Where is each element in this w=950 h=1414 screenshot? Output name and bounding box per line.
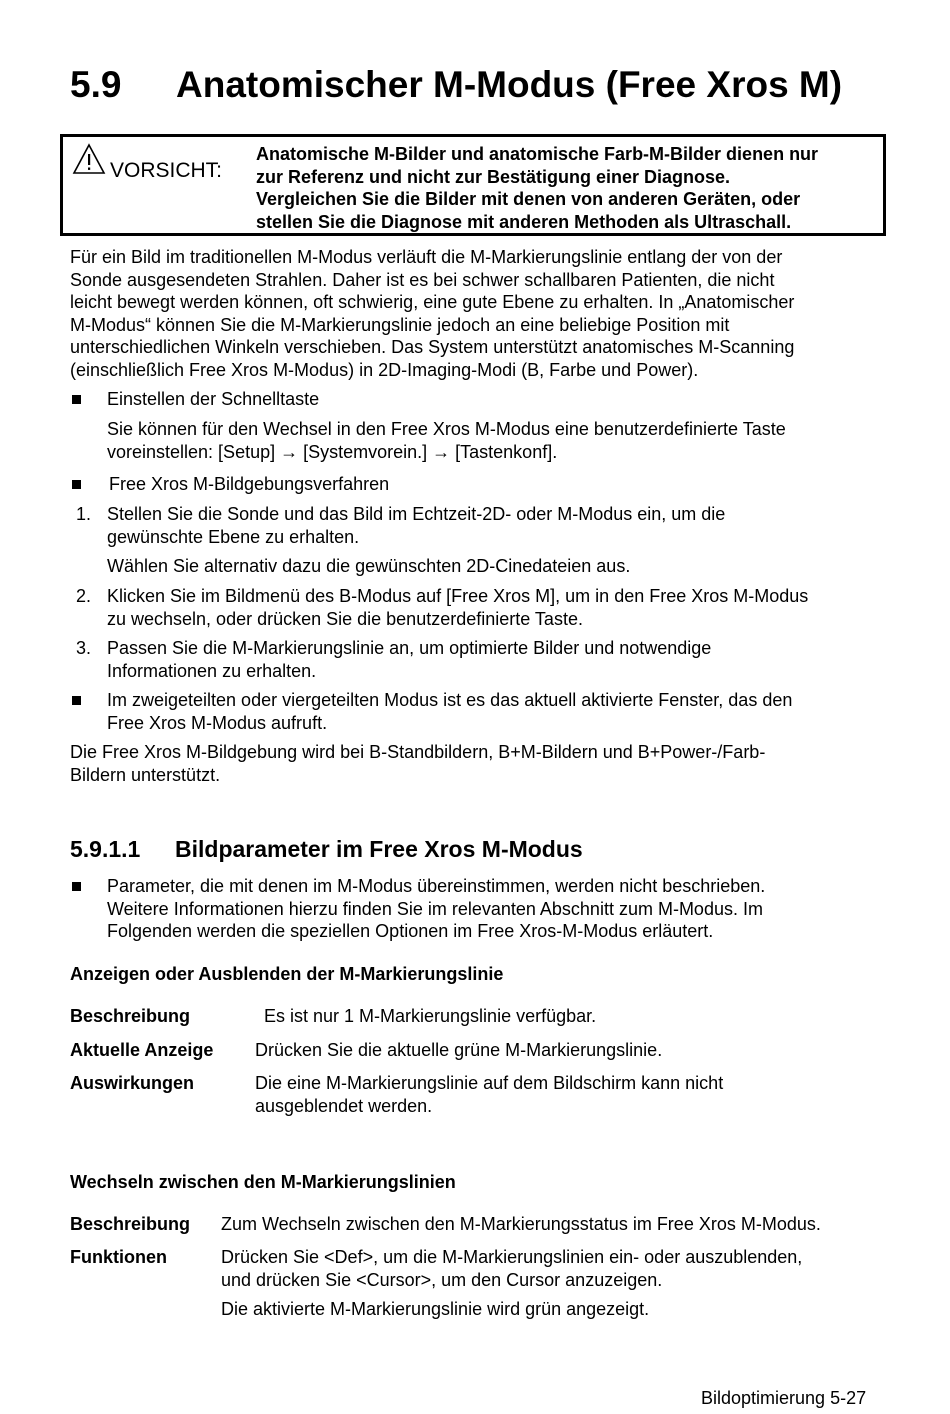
caution-text: [256, 143, 876, 233]
subsection-number: 5.9.1.1: [70, 836, 141, 862]
bullet-square-icon: [72, 395, 81, 404]
bullet-square-icon: [72, 696, 81, 705]
step-number: 1.: [76, 504, 92, 524]
term-label: Funktionen: [70, 1247, 167, 1267]
show-hide-heading: Anzeigen oder Ausblenden der M-Markierungslinie: [70, 964, 504, 984]
text-line: Sie können für den Wechsel in den Free Xros M-Modus eine benutzerdefinierte Taste: [107, 419, 786, 439]
step-number: 2.: [76, 586, 92, 606]
definition-text: [255, 1039, 662, 1062]
text-line: Stellen Sie die Sonde und das Bild im Echtzeit-2D- oder M-Modus ein, um die: [107, 504, 726, 524]
text-line: Im zweigeteilten oder viergeteilten Modus ist es das aktuell aktivierte Fenster, das den: [107, 690, 793, 710]
caution-label: VORSICHT:: [110, 159, 223, 182]
term-label: Auswirkungen: [70, 1073, 195, 1093]
section-number: 5.9: [70, 64, 122, 105]
text-line: Drücken Sie <Def>, um die M-Markierungslinien ein- oder auszublenden,: [221, 1247, 803, 1267]
text-line: Die Free Xros M-Bildgebung wird bei B-Standbildern, B+M-Bildern und B+Power-/Farb-: [70, 742, 766, 762]
step-text: [107, 503, 882, 548]
caution-line: zur Referenz und nicht zur Bestätigung einer Diagnose.: [256, 166, 731, 187]
definition-text: [264, 1005, 596, 1028]
step-text: [107, 585, 882, 630]
quick-key-text: [107, 418, 877, 463]
bullet-square-icon: [72, 480, 81, 489]
step-text: [107, 555, 882, 578]
text-line: und drücken Sie <Cursor>, um den Cursor anzuzeigen.: [221, 1269, 663, 1290]
text-line: Free Xros M-Modus aufruft.: [107, 712, 328, 733]
text-line: Informationen zu erhalten.: [107, 660, 317, 681]
text-line: Es ist nur 1 M-Markierungslinie verfügbar.: [264, 1006, 597, 1026]
text-line: Drücken Sie die aktuelle grüne M-Markierungslinie.: [255, 1040, 663, 1060]
text-line: Folgenden werden die speziellen Optionen im Free Xros-M-Modus erläutert.: [107, 921, 714, 941]
text-line: Sonde ausgesendeten Strahlen. Daher ist es bei schwer schallbaren Patienten, die nicht: [70, 269, 775, 290]
split-note-text: [107, 689, 882, 734]
quick-key-title: Einstellen der Schnelltaste: [107, 389, 320, 409]
intro-paragraph: [70, 246, 880, 381]
support-paragraph: [70, 741, 880, 786]
definition-text: [221, 1298, 649, 1321]
text-line: Die aktivierte M-Markierungslinie wird grün angezeigt.: [221, 1299, 650, 1319]
params-note-text: [107, 875, 882, 943]
text-line: Passen Sie die M-Markierungslinie an, um optimierte Bilder und notwendige: [107, 638, 712, 658]
term-label: Beschreibung: [70, 1006, 191, 1026]
text-line: Parameter, die mit denen im M-Modus übereinstimmen, werden nicht beschrieben.: [107, 876, 766, 896]
text-line: Zum Wechseln zwischen den M-Markierungsstatus im Free Xros M-Modus.: [221, 1214, 821, 1234]
text-line: Die eine M-Markierungslinie auf dem Bildschirm kann nicht: [255, 1073, 724, 1093]
text-line: zu wechseln, oder drücken Sie die benutzerdefinierte Taste.: [107, 608, 583, 629]
section-title: Anatomischer M-Modus (Free Xros M): [176, 64, 843, 105]
text-line: Bildern unterstützt.: [70, 764, 221, 785]
bullet-square-icon: [72, 882, 81, 891]
caution-box: [60, 134, 886, 236]
term-label: Beschreibung: [70, 1214, 191, 1234]
definition-text: [221, 1213, 821, 1236]
subsection-heading: [70, 836, 583, 863]
text-line: Wählen Sie alternativ dazu die gewünschten 2D-Cinedateien aus.: [107, 556, 631, 576]
warning-triangle-icon: [72, 143, 106, 175]
text-line: Klicken Sie im Bildmenü des B-Modus auf [Free Xros M], um in den Free Xros M-Modus: [107, 586, 809, 606]
procedure-title: Free Xros M-Bildgebungsverfahren: [109, 474, 390, 494]
definition-text: [221, 1246, 802, 1291]
subsection-title: Bildparameter im Free Xros M-Modus: [175, 836, 583, 862]
text-line: (einschließlich Free Xros M-Modus) in 2D-Imaging-Modi (B, Farbe und Power).: [70, 359, 699, 380]
caution-line: Vergleichen Sie die Bilder mit denen von anderen Geräten, oder: [256, 189, 801, 209]
text-line: Weitere Informationen hierzu finden Sie im relevanten Abschnitt zum M-Modus. Im: [107, 898, 763, 919]
step-text: [107, 637, 882, 682]
text-line: gewünschte Ebene zu erhalten.: [107, 526, 360, 547]
text-line: leicht bewegt werden können, oft schwierig, eine gute Ebene zu erhalten. In „Anatomischer: [70, 292, 795, 312]
text-line: unterschiedlichen Winkeln verschieben. Das System unterstützt anatomisches M-Scanning: [70, 337, 795, 357]
caution-line: stellen Sie die Diagnose mit anderen Methoden als Ultraschall.: [256, 211, 792, 232]
text-line: Für ein Bild im traditionellen M-Modus verläuft die M-Markierungslinie entlang der von der: [70, 247, 783, 267]
text-line: ausgeblendet werden.: [255, 1095, 433, 1116]
text-line: voreinstellen: [Setup] → [Systemvorein.] → [Tastenkonf].: [107, 441, 558, 462]
step-number: 3.: [76, 638, 92, 658]
text-line: M-Modus“ können Sie die M-Markierungslinie jedoch an eine beliebige Position mit: [70, 314, 730, 335]
term-label: Aktuelle Anzeige: [70, 1040, 214, 1060]
page-footer: Bildoptimierung 5-27: [701, 1388, 867, 1408]
definition-text: [255, 1072, 723, 1117]
switch-lines-heading: Wechseln zwischen den M-Markierungslinien: [70, 1172, 456, 1192]
page-title: [70, 64, 842, 106]
caution-line: Anatomische M-Bilder und anatomische Farb-M-Bilder dienen nur: [256, 144, 819, 164]
